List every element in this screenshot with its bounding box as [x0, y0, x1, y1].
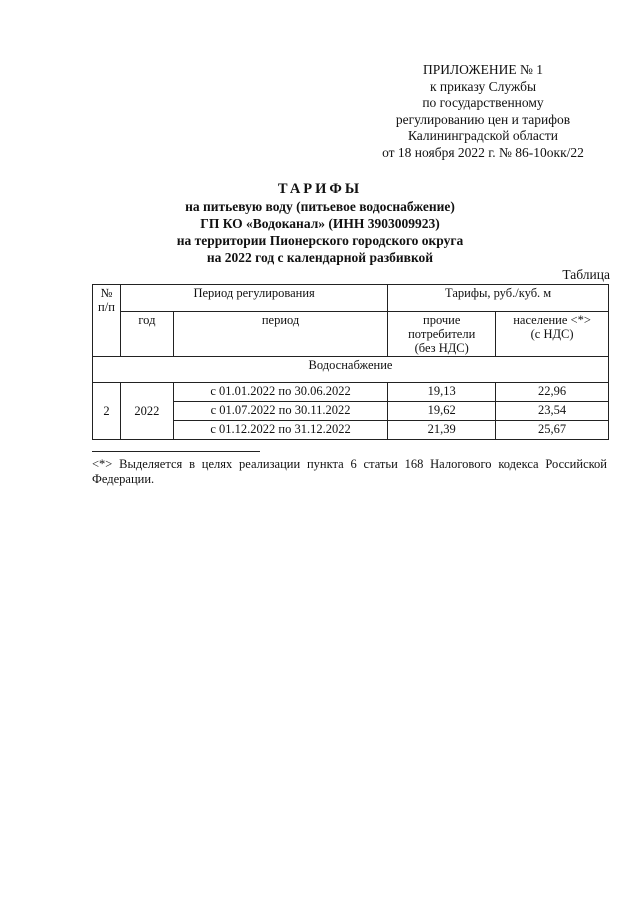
cell-population-tariff: 22,96: [496, 383, 609, 402]
document-title: [0, 180, 640, 266]
appendix-order-date: от 18 ноября 2022 г. № 86-10окк/22: [382, 144, 584, 160]
title-line: на питьевую воду (питьевое водоснабжение): [185, 199, 455, 214]
title-line: на территории Пионерского городского округа: [176, 233, 464, 248]
title-line: на 2022 год с календарной разбивкой: [206, 250, 434, 265]
table-subheader-row: [93, 312, 609, 357]
appendix-title: ПРИЛОЖЕНИЕ № 1: [422, 62, 544, 77]
appendix-line: к приказу Службы: [429, 78, 537, 94]
tariffs-table: [92, 284, 609, 440]
table-caption: Таблица: [562, 267, 610, 282]
cell-period: с 01.01.2022 по 30.06.2022: [173, 383, 387, 402]
section-row: [93, 357, 609, 383]
cell-other-tariff: 19,62: [388, 402, 496, 421]
appendix-header: [358, 62, 608, 161]
header-year: год: [120, 312, 173, 357]
cell-population-tariff: 23,54: [496, 402, 609, 421]
header-num: № п/п: [93, 285, 121, 357]
table-row: [93, 383, 609, 402]
row-year: 2022: [120, 383, 173, 440]
table-header-row: [93, 285, 609, 312]
title-heading: ТАРИФЫ: [277, 181, 363, 197]
cell-population-tariff: 25,67: [496, 421, 609, 440]
footnote-divider: [92, 451, 260, 452]
section-water-supply: Водоснабжение: [93, 357, 609, 383]
header-other-consumers: прочие потребители (без НДС): [388, 312, 496, 357]
header-tariff-group: Тарифы, руб./куб. м: [388, 285, 609, 312]
title-line: ГП КО «Водоканал» (ИНН 3903009923): [200, 216, 440, 231]
row-number: 2: [93, 383, 121, 440]
appendix-line: по государственному: [422, 95, 544, 110]
header-period: период: [173, 312, 387, 357]
cell-period: с 01.07.2022 по 30.11.2022: [173, 402, 387, 421]
cell-other-tariff: 21,39: [388, 421, 496, 440]
header-period-group: Период регулирования: [120, 285, 387, 312]
header-population: население <*> (с НДС): [496, 312, 609, 357]
cell-other-tariff: 19,13: [388, 383, 496, 402]
footnote: <*> Выделяется в целях реализации пункта 6 статьи 168 Налогового кодекса Российской Федерации.: [92, 457, 607, 486]
appendix-line: регулированию цен и тарифов: [395, 111, 571, 127]
cell-period: с 01.12.2022 по 31.12.2022: [173, 421, 387, 440]
appendix-line: Калининградской области: [407, 128, 559, 143]
